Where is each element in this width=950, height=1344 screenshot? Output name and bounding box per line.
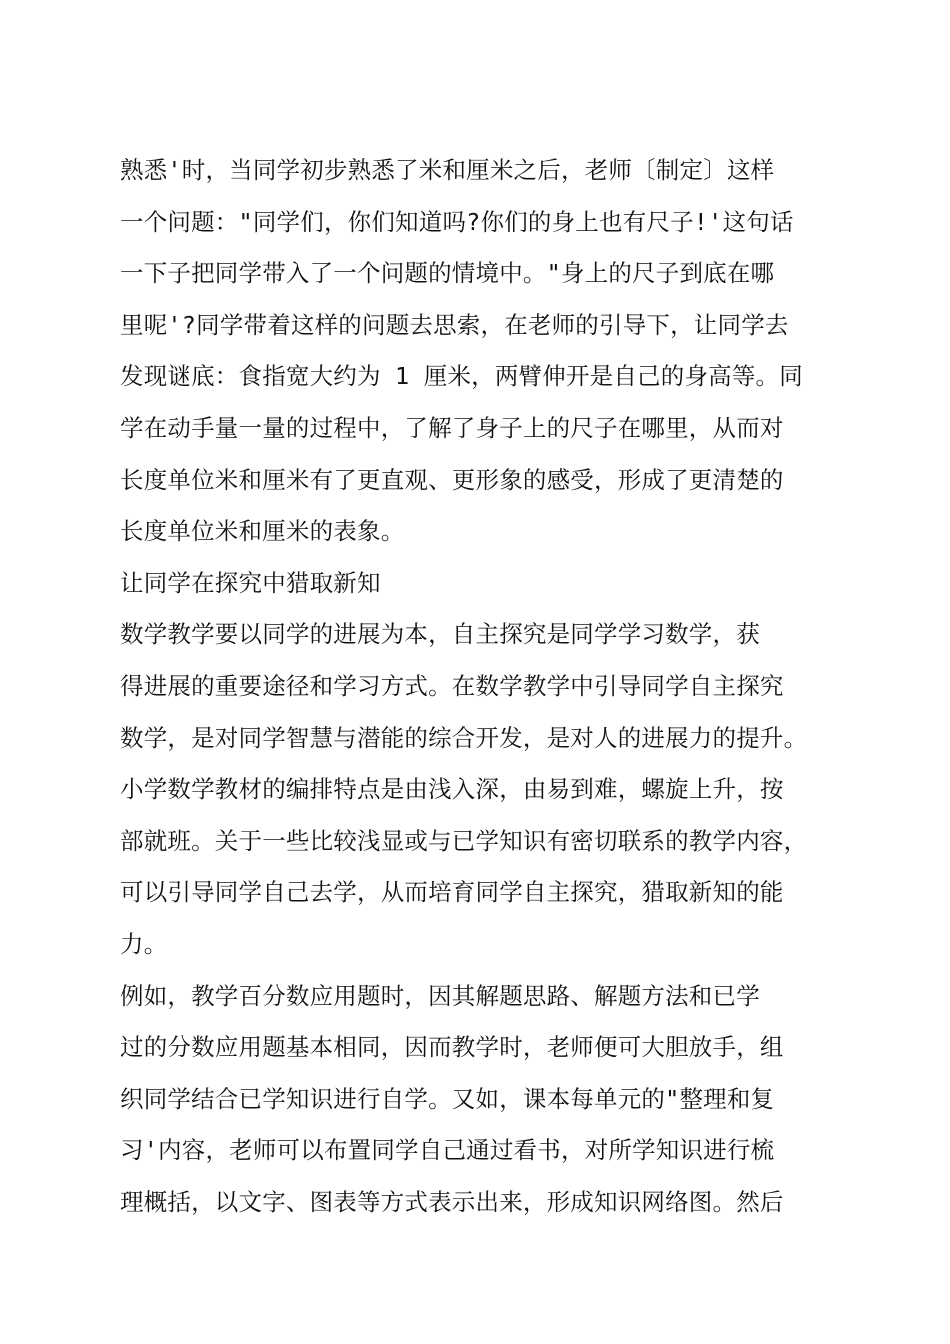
text-line: 得进展的重要途径和学习方式。在数学教学中引导同学自主探究 (120, 671, 784, 700)
text-line: 理概括，以文字、图表等方式表示出来，形成知识网络图。然后 (120, 1187, 784, 1216)
text-line: 发现谜底：食指宽大约为 1 厘米，两臂伸开是自己的身高等。同 (120, 362, 803, 391)
text-line: 小学数学教材的编排特点是由浅入深，由易到难，螺旋上升，按 (120, 775, 784, 804)
text-line: 力。 (120, 929, 168, 958)
text-line: 数学，是对同学智慧与潜能的综合开发，是对人的进展力的提升。 (120, 723, 808, 752)
text-line: 数学教学要以同学的进展为本，自主探究是同学学习数学，获 (120, 620, 760, 649)
text-line: 过的分数应用题基本相同，因而教学时，老师便可大胆放手，组 (120, 1033, 784, 1062)
text-line: 部就班。关于一些比较浅显或与已学知识有密切联系的教学内容， (120, 826, 808, 855)
text-line: 长度单位米和厘米有了更直观、更形象的感受，形成了更清楚的 (120, 465, 784, 494)
text-line: 熟悉'时，当同学初步熟悉了米和厘米之后，老师〔制定〕这样 (120, 156, 775, 184)
text-line: 一下子把同学带入了一个问题的情境中。"身上的尺子到底在哪 (120, 259, 775, 288)
text-line: 一个问题："同学们，你们知道吗?你们的身上也有尺子!'这句话 (120, 207, 794, 236)
text-line: 例如，教学百分数应用题时，因其解题思路、解题方法和已学 (120, 981, 760, 1010)
section-heading: 让同学在探究中猎取新知 (120, 568, 381, 597)
text-line: 里呢'?同学带着这样的问题去思索，在老师的引导下，让同学去 (120, 310, 789, 339)
document-body (120, 145, 832, 1228)
text-line: 长度单位米和厘米的表象。 (120, 517, 405, 546)
text-line: 织同学结合已学知识进行自学。又如，课本每单元的"整理和复 (120, 1084, 775, 1113)
text-line: 可以引导同学自己去学，从而培育同学自主探究，猎取新知的能 (120, 878, 784, 907)
text-line: 习'内容，老师可以布置同学自己通过看书，对所学知识进行梳 (120, 1136, 775, 1165)
text-line: 学在动手量一量的过程中，了解了身子上的尺子在哪里，从而对 (120, 413, 784, 442)
